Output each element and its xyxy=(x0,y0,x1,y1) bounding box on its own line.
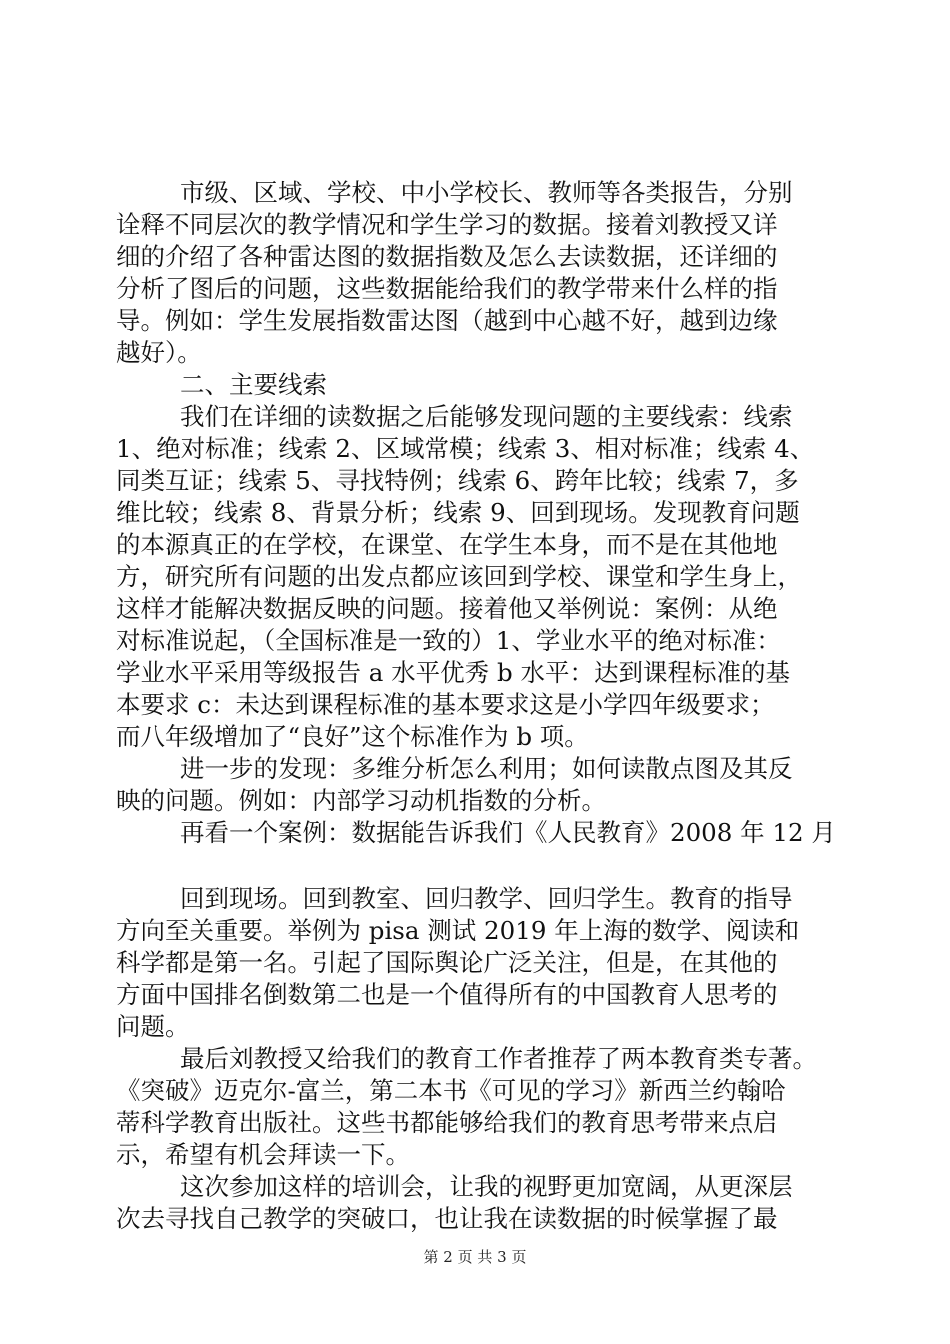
section-heading: 二、主要线索 xyxy=(180,370,327,399)
paragraph-line: 1、绝对标准；线索 2、区域常模；线索 3、相对标准；线索 4、 xyxy=(116,434,815,463)
paragraph-line: 细的介绍了各种雷达图的数据指数及怎么去读数据，还详细的 xyxy=(116,242,778,271)
paragraph-line: 科学都是第一名。引起了国际舆论广泛关注，但是，在其他的 xyxy=(116,948,778,977)
paragraph-line: 问题。 xyxy=(116,1012,190,1041)
paragraph-line: 同类互证；线索 5、寻找特例；线索 6、跨年比较；线索 7，多 xyxy=(116,466,799,495)
paragraph-line: 回到现场。回到教室、回归教学、回归学生。教育的指导 xyxy=(180,884,793,913)
paragraph-line: 导。例如：学生发展指数雷达图（越到中心越不好，越到边缘 xyxy=(116,306,778,335)
paragraph-line: 蒂科学教育出版社。这些书都能够给我们的教育思考带来点启 xyxy=(116,1108,778,1137)
page-footer: 第 2 页 共 3 页 xyxy=(423,1248,527,1266)
paragraph-line: 维比较；线索 8、背景分析；线索 9、回到现场。发现教育问题 xyxy=(116,498,800,527)
paragraph-line: 映的问题。例如：内部学习动机指数的分析。 xyxy=(116,786,606,815)
paragraph-line: 《突破》迈克尔-富兰，第二本书《可见的学习》新西兰约翰哈 xyxy=(116,1076,786,1105)
paragraph-line: 学业水平采用等级报告 a 水平优秀 b 水平：达到课程标准的基 xyxy=(116,658,790,687)
paragraph-line: 这样才能解决数据反映的问题。接着他又举例说：案例：从绝 xyxy=(116,594,778,623)
paragraph-line: 进一步的发现：多维分析怎么利用；如何读散点图及其反 xyxy=(180,754,793,783)
paragraph-line: 对标准说起，（全国标准是一致的）1、学业水平的绝对标准： xyxy=(116,626,781,655)
paragraph-line: 越好）。 xyxy=(116,338,202,367)
paragraph-line: 而八年级增加了“良好”这个标准作为 b 项。 xyxy=(116,722,589,751)
paragraph-line: 市级、区域、学校、中小学校长、教师等各类报告，分别 xyxy=(180,178,793,207)
paragraph-line: 本要求 c：未达到课程标准的基本要求这是小学四年级要求； xyxy=(116,690,775,719)
paragraph-line: 的本源真正的在学校，在课堂、在学生本身，而不是在其他地 xyxy=(116,530,778,559)
paragraph-line: 方面中国排名倒数第二也是一个值得所有的中国教育人思考的 xyxy=(116,980,778,1009)
paragraph-line: 我们在详细的读数据之后能够发现问题的主要线索：线索 xyxy=(180,402,793,431)
paragraph-line: 次去寻找自己教学的突破口，也让我在读数据的时候掌握了最 xyxy=(116,1204,778,1233)
paragraph-line: 再看一个案例：数据能告诉我们《人民教育》2008 年 12 月 xyxy=(180,818,836,847)
paragraph-line: 这次参加这样的培训会，让我的视野更加宽阔，从更深层 xyxy=(180,1172,793,1201)
paragraph-line: 分析了图后的问题，这些数据能给我们的教学带来什么样的指 xyxy=(116,274,778,303)
paragraph-line: 方向至关重要。举例为 pisa 测试 2019 年上海的数学、阅读和 xyxy=(116,916,800,945)
paragraph-line: 方，研究所有问题的出发点都应该回到学校、课堂和学生身上， xyxy=(116,562,802,591)
paragraph-line: 诠释不同层次的教学情况和学生学习的数据。接着刘教授又详 xyxy=(116,210,778,239)
paragraph-line: 最后刘教授又给我们的教育工作者推荐了两本教育类专著。 xyxy=(180,1044,817,1073)
paragraph-line: 示，希望有机会拜读一下。 xyxy=(116,1140,410,1169)
